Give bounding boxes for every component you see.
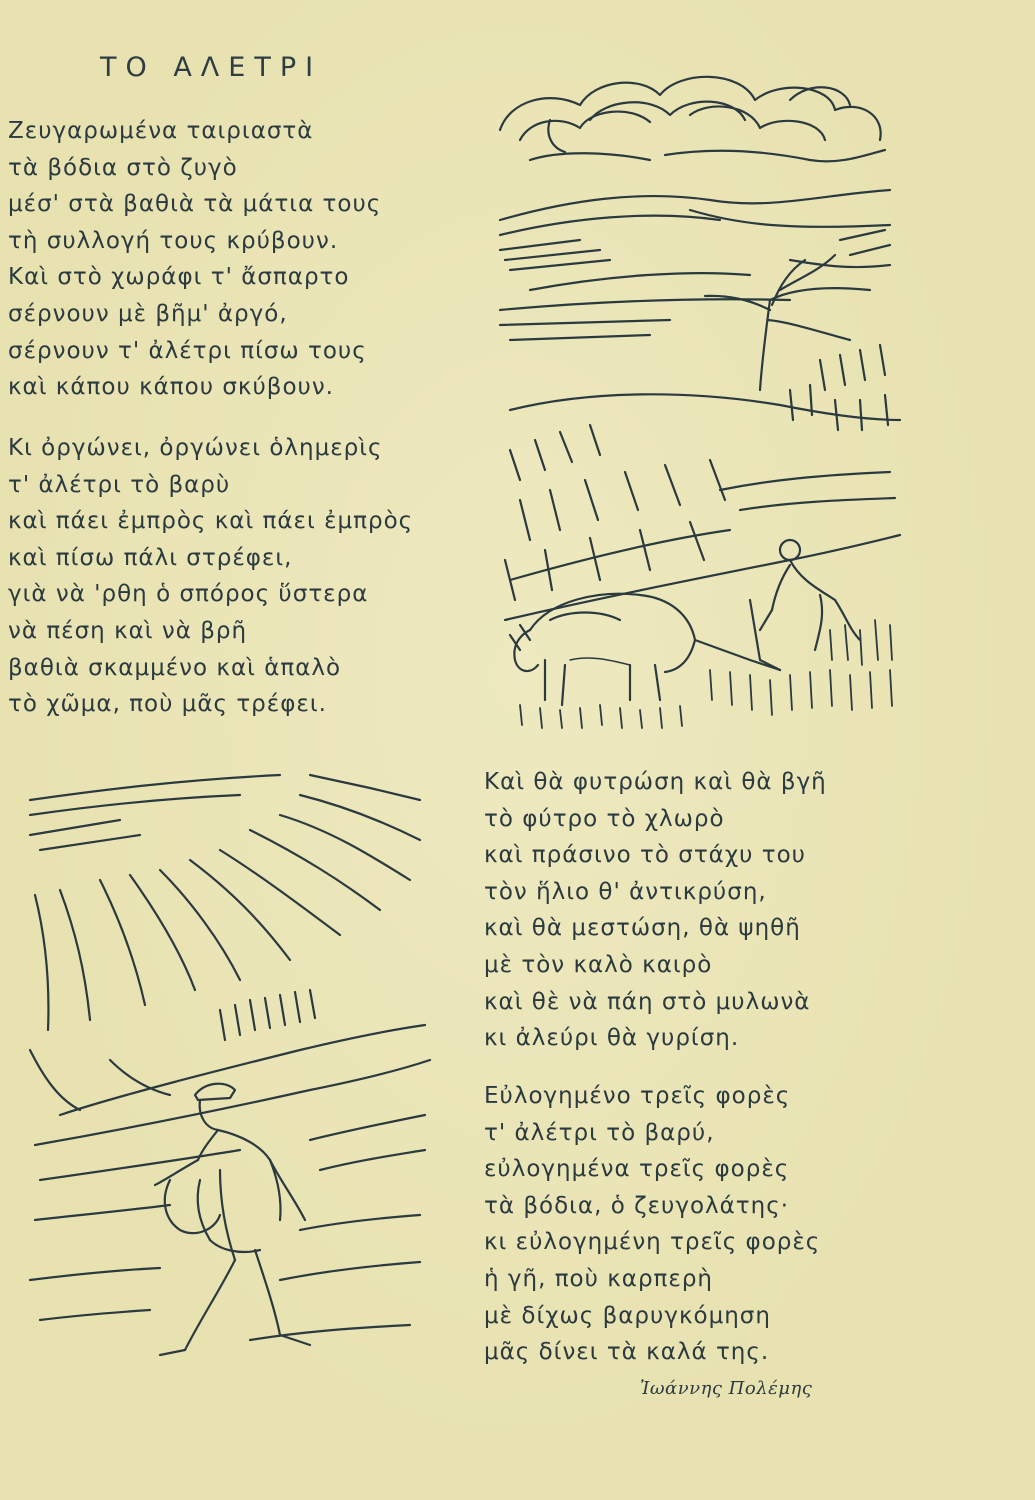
plowing-illustration [490,60,910,730]
poem-line: Κι ὀργώνει, ὀργώνει ὁλημερὶς [8,435,383,461]
poem-line: σέρνουν μὲ βῆμ' ἀργό, [8,300,288,327]
stanza-3 [484,764,827,1057]
poem-line: μᾶς δίνει τὰ καλά της. [484,1339,770,1366]
stanza-4 [484,1078,820,1371]
field-furrows-drawing [30,775,430,1340]
poem-line: ἡ γῆ, ποὺ καρπερὴ [484,1265,714,1292]
hills-drawing [500,190,890,340]
furrows-drawing [505,345,900,620]
poem-line: γιὰ νὰ 'ρθη ὁ σπόρος ὕστερα [8,581,369,608]
poem-line: καὶ θὲ νὰ πάη στὸ μυλωνὰ [484,988,811,1015]
poem-line: τ' ἀλέτρι τὸ βαρὺ [8,471,231,498]
tree-drawing [705,255,870,390]
poem-line: τὸ φύτρο τὸ χλωρὸ [484,805,725,832]
poem-line: Ζευγαρωμένα ταιριαστὰ [8,118,314,144]
poem-line: καὶ κάπου κάπου σκύβουν. [8,374,334,401]
poem-line: τὴ συλλογή τους κρύβουν. [8,227,339,254]
poem-line: καὶ πάει ἐμπρὸς καὶ πάει ἐμπρὸς [8,508,414,535]
farmer-drawing [750,540,860,670]
poem-line: τὰ βόδια στὸ ζυγὸ [8,154,238,181]
poem-line: μέσ' στὰ βαθιὰ τὰ μάτια τους [8,191,382,218]
poem-line: τ' ἀλέτρι τὸ βαρύ, [484,1119,715,1146]
poem-line: νὰ πέση καὶ νὰ βρῆ [8,617,248,644]
poem-line: τὰ βόδια, ὁ ζευγολάτης· [484,1192,790,1219]
poem-line: καὶ πίσω πάλι στρέφει, [8,544,293,571]
poem-line: κι ἀλεύρι θὰ γυρίση. [484,1025,740,1052]
poem-line: καὶ πράσινο τὸ στάχυ του [484,842,806,869]
sowing-illustration [20,760,440,1410]
author-signature: Ἰωάννης Πολέμης [640,1378,813,1399]
poem-line: βαθιὰ σκαμμένο καὶ ἁπαλὸ [8,654,342,681]
poem-line: εὐλογημένα τρεῖς φορὲς [484,1156,790,1183]
sower-drawing [155,1084,310,1355]
stanza-1 [8,113,381,406]
poem-line: κι εὐλογημένη τρεῖς φορὲς [484,1229,821,1256]
clouds-drawing [500,77,885,162]
poem-line: μὲ δίχως βαρυγκόμηση [484,1302,771,1329]
poem-line: σέρνουν τ' ἀλέτρι πίσω τους [8,337,367,364]
poem-line: Εὐλογημένο τρεῖς φορὲς [484,1083,791,1109]
poem-line: μὲ τὸν καλὸ καιρὸ [484,951,713,978]
stanza-2 [8,430,413,723]
oxen-drawing [510,594,780,705]
poem-line: καὶ θὰ μεστώση, θὰ ψηθῆ [484,915,801,942]
poem-line: τὸ χῶμα, ποὺ μᾶς τρέφει. [8,691,327,718]
poem-line: τὸν ἥλιο θ' ἀντικρύση, [484,878,767,905]
poem-line: Καὶ στὸ χωράφι τ' ἄσπαρτο [8,264,350,291]
poem-line: Καὶ θὰ φυτρώση καὶ θὰ βγῆ [484,769,827,795]
ground-hatching-drawing [520,620,892,728]
poem-title: ΤΟ ΑΛΕΤΡΙ [100,52,323,83]
